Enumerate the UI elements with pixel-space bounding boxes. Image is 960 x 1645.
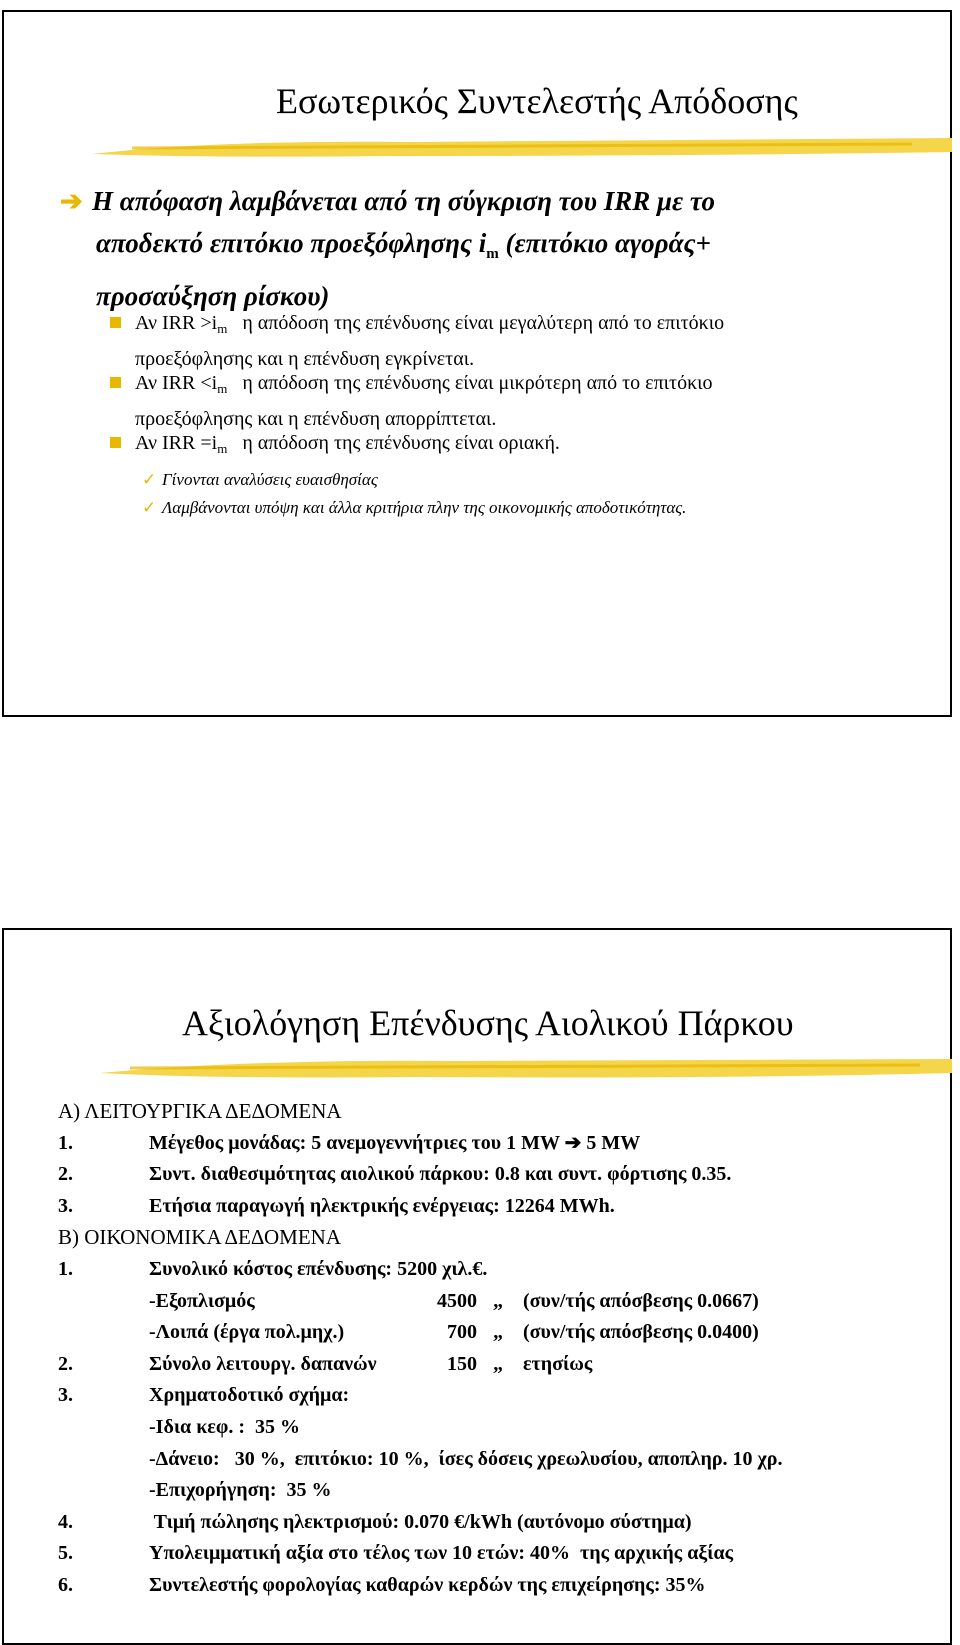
ditto-mark: „: [493, 1352, 503, 1375]
list-item: [58, 1349, 783, 1381]
checkmark-icon: ✓: [142, 498, 157, 517]
subscript-m: m: [217, 441, 228, 456]
check-item: Λαμβάνονται υπόψη και άλλα κριτήρια πλην της οικονομικής αποδοτικότητας.: [162, 498, 687, 517]
item-text: Σύνολο λειτουργ. δαπανών: [149, 1352, 377, 1375]
item-number: 4.: [58, 1510, 73, 1533]
main-point-line-1: Η απόφαση λαμβάνεται από τη σύγκριση του IRR με το: [92, 186, 715, 216]
main-point-line-2: αποδεκτό επιτόκιο προεξόφλησης i: [96, 228, 487, 258]
item-text: Χρηματοδοτικό σχήμα:: [149, 1384, 350, 1407]
financing-row: -Επιχορήγηση: 35 %: [149, 1479, 332, 1502]
cost-value: 4500: [437, 1289, 477, 1312]
check-list: [142, 466, 686, 522]
bullet-item: [110, 428, 724, 464]
item-number: 6.: [58, 1573, 73, 1596]
subscript-m: m: [486, 246, 499, 262]
square-bullet-icon: [110, 437, 121, 448]
subscript-m: m: [217, 381, 228, 396]
cost-row: [58, 1286, 783, 1318]
arrow-right-icon: ➔: [60, 186, 83, 216]
item-number: 1.: [58, 1257, 73, 1280]
section-a-heading: Α) ΛΕΙΤΟΥΡΓΙΚΑ ΔΕΔΟΜΕΝΑ: [58, 1099, 342, 1123]
cost-value: 150: [447, 1352, 477, 1375]
bullet-text-rest: η απόδοση της επένδυσης είναι μικρότερη από το επιτόκιο: [227, 372, 713, 394]
brush-stroke-decoration: [100, 1053, 952, 1083]
cost-label: -Λοιπά (έργα πολ.μηχ.): [149, 1321, 345, 1344]
check-item: Γίνονται αναλύσεις ευαισθησίας: [162, 470, 378, 489]
ditto-mark: „: [493, 1321, 503, 1344]
bullet-text-rest: η απόδοση της επένδυσης είναι μεγαλύτερη από το επιτόκιο: [227, 312, 725, 334]
main-point: [60, 180, 715, 317]
cost-note: (συν/τής απόσβεσης 0.0667): [523, 1289, 759, 1312]
slide-2-title: Αξιολόγηση Επένδυσης Αιολικού Πάρκου: [182, 1003, 794, 1043]
bullet-text: Αν IRR =i: [135, 432, 218, 454]
bullet-item: [110, 368, 724, 428]
financing-row: -Ιδια κεφ. : 35 %: [149, 1415, 300, 1438]
main-point-line-2-end: (επιτόκιο αγοράς+: [498, 228, 711, 258]
square-bullet-icon: [110, 377, 121, 388]
list-item: [58, 1380, 783, 1412]
bullet-text: Αν IRR <i: [135, 372, 218, 394]
slide-1-title: Εσωτερικός Συντελεστής Απόδοσης: [276, 81, 798, 121]
list-item: [58, 1128, 783, 1160]
section-b-heading: Β) ΟΙΚΟΝΟΜΙΚΑ ΔΕΔΟΜΕΝΑ: [58, 1225, 342, 1250]
item-text: Ετήσια παραγωγή ηλεκτρικής ενέργειας: 12264 MWh.: [149, 1194, 615, 1217]
item-text: Υπολειμματική αξία στο τέλος των 10 ετών: 40% της αρχικής αξίας: [149, 1542, 734, 1565]
cost-row: [58, 1317, 783, 1349]
item-number: 3.: [58, 1194, 73, 1217]
bullet-text-rest: η απόδοση της επένδυσης είναι οριακή.: [227, 432, 560, 454]
item-text: Μέγεθος μονάδας: 5 ανεμογεννήτριες του 1 MW ➔ 5 MW: [149, 1131, 641, 1154]
item-number: 5.: [58, 1542, 73, 1565]
bullet-continuation: προεξόφλησης και η επένδυση εγκρίνεται.: [135, 348, 475, 370]
bullet-continuation: προεξόφλησης και η επένδυση απορρίπτεται.: [135, 408, 497, 430]
brush-stroke-decoration: [92, 132, 952, 162]
item-text: Συντελεστής φορολογίας καθαρών κερδών της επιχείρησης: 35%: [149, 1573, 706, 1596]
checkmark-icon: ✓: [142, 470, 157, 489]
slide-2: [2, 928, 952, 1645]
list-item: [58, 1254, 783, 1286]
item-text: Συνολικό κόστος επένδυσης: 5200 χιλ.€.: [149, 1257, 488, 1280]
data-list: [58, 1096, 783, 1602]
list-item: [58, 1570, 783, 1602]
ditto-mark: „: [493, 1289, 503, 1312]
bullet-text: Αν IRR >i: [135, 312, 218, 334]
list-item: [58, 1191, 783, 1223]
list-item: [58, 1507, 783, 1539]
cost-label: -Εξοπλισμός: [149, 1289, 255, 1312]
item-text: Συντ. διαθεσιμότητας αιολικού πάρκου: 0.8 και συντ. φόρτισης 0.35.: [149, 1163, 732, 1186]
list-item: [58, 1538, 783, 1570]
slide-1: [2, 10, 952, 717]
cost-note: ετησίως: [523, 1352, 593, 1375]
square-bullet-icon: [110, 317, 121, 328]
subscript-m: m: [217, 321, 228, 336]
list-item: [58, 1159, 783, 1191]
cost-note: (συν/τής απόσβεσης 0.0400): [523, 1321, 759, 1344]
financing-row: -Δάνειο: 30 %, επιτόκιο: 10 %, ίσες δόσεις χρεωλυσίου, αποπληρ. 10 χρ.: [149, 1447, 783, 1470]
item-text: Τιμή πώλησης ηλεκτρισμού: 0.070 €/kWh (αυτόνομο σύστημα): [149, 1510, 692, 1533]
cost-value: 700: [447, 1321, 477, 1344]
item-number: 2.: [58, 1163, 73, 1186]
item-number: 1.: [58, 1131, 73, 1154]
item-number: 3.: [58, 1384, 73, 1407]
bullet-list: [110, 308, 724, 464]
item-number: 2.: [58, 1352, 73, 1375]
main-point-line-3: προσαύξηση ρίσκου): [96, 281, 330, 311]
bullet-item: [110, 308, 724, 368]
